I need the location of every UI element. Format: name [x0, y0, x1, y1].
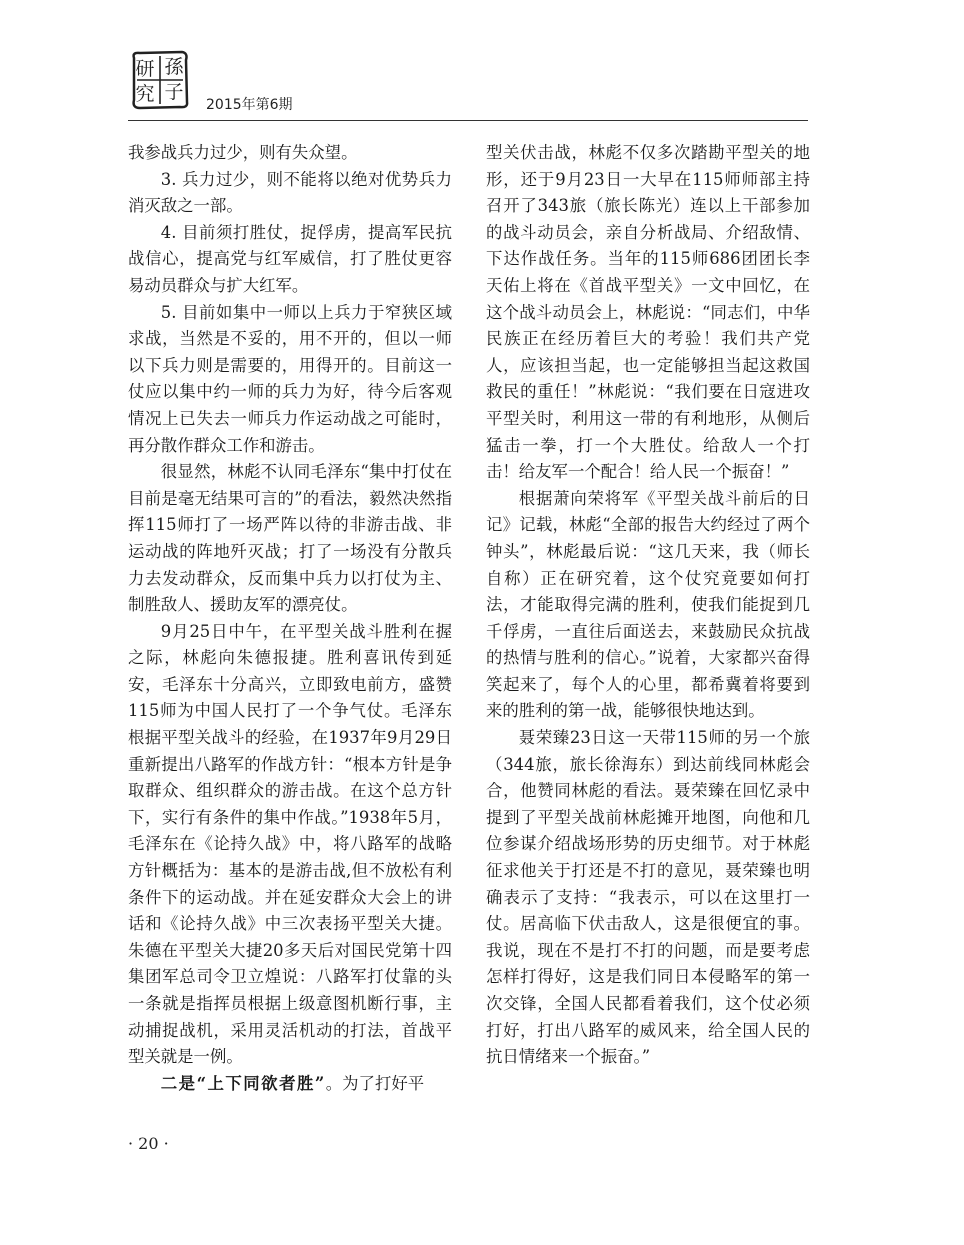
issue-label: 2015年第6期	[206, 97, 293, 113]
journal-logo-mark	[128, 48, 192, 112]
right-paragraph-0: 型关伏击战，林彪不仅多次踏勘平型关的地形，还于9月23日一大早在115师师部主持召开了343旅（旅长陈光）连以上干部参加的战斗动员会，亲自分析战局、介绍敌情、下达作战任务。当年的115师686团团长李天佑上将在《首战平型关》一文中回忆，在这个战斗动员会上，林彪说：“同志们，中华民族正在经历着巨大的考验！我们共产党人，应该担当起，也一定能够担当起这救国救民的重任！”林彪说：“我们要在日寇进攻平型关时，利用这一带的有利地形，从侧后猛击一拳，打一个大胜仗。给敌人一个打击！给友军一个配合！给人民一个振奋！”	[486, 143, 810, 482]
page-number: · 20 ·	[128, 1134, 169, 1153]
left-paragraph-6	[128, 1071, 452, 1098]
right-paragraph-1: 根据萧向荣将军《平型关战斗前后的日记》记载，林彪“全部的报告大约经过了两个钟头”，林彪最后说：“这几天来，我（师长自称）正在研究着，这个仗究竟要如何打法，才能取得完满的胜利，使我们能捉到几千俘虏，一直往后面送去，来鼓励民众抗战的热情与胜利的信心。”说着，大家都兴奋得笑起来了，每个人的心里，都希冀着将要到来的胜利的第一战，能够很快地达到。	[486, 488, 810, 721]
right-paragraph-2: 聂荣臻23日这一天带115师的另一个旅（344旅，旅长徐海东）到达前线同林彪会合，他赞同林彪的看法。聂荣臻在回忆录中提到了平型关战前林彪摊开地图，向他和几位参谋介绍战场形势的历史细节。对于林彪征求他关于打还是不打的意见，聂荣臻也明确表示了支持：“我表示，可以在这里打一仗。居高临下伏击敌人，这是很便宜的事。我说，现在不是打不打的问题，而是要考虑怎样打得好，这是我们同日本侵略军的第一次交锋，全国人民都看着我们，这个仗必须打好，打出八路军的威风来，给全国人民的抗日情绪来一个振奋。”	[486, 728, 810, 1067]
left-column	[128, 140, 452, 1097]
header-rule	[128, 120, 808, 121]
svg-text:研: 研	[135, 58, 155, 80]
left-paragraph-3: 5. 目前如集中一师以上兵力于窄狭区域求战，当然是不妥的，用不开的，但以一师以下兵力则是需要的，用得开的。目前这一仗应以集中约一师的兵力为好，待今后客观情况上已失去一师兵力作运动战之可能时，再分散作群众工作和游击。	[128, 302, 452, 455]
right-column	[486, 140, 810, 1071]
journal-logo	[128, 48, 192, 112]
section-lead-rest: 。为了打好平	[325, 1073, 425, 1093]
section-lead: 二是“上下同欲者胜”	[160, 1073, 326, 1093]
left-paragraph-0: 我参战兵力过少，则有失众望。	[128, 143, 358, 162]
svg-text:究: 究	[135, 83, 155, 105]
svg-text:子: 子	[164, 81, 184, 103]
left-paragraph-4: 很显然，林彪不认同毛泽东“集中打仗在目前是毫无结果可言的”的看法，毅然决然指挥115师打了一场严阵以待的非游击战、非运动战的阵地歼灭战；打了一场没有分散兵力去发动群众，反而集中兵力以打仗为主、制胜敌人、援助友军的漂亮仗。	[128, 462, 452, 615]
svg-text:孫: 孫	[164, 56, 184, 78]
left-paragraph-5: 9月25日中午，在平型关战斗胜利在握之际，林彪向朱德报捷。胜利喜讯传到延安，毛泽东十分高兴，立即致电前方，盛赞115师为中国人民打了一个争气仗。毛泽东根据平型关战斗的经验，在1937年9月29日重新提出八路军的作战方针：“根本方针是争取群众、组织群众的游击战。在这个总方针下，实行有条件的集中作战。”1938年5月，毛泽东在《论持久战》中，将八路军的战略方针概括为：基本的是游击战,但不放松有利条件下的运动战。并在延安群众大会上的讲话和《论持久战》中三次表扬平型关大捷。朱德在平型关大捷20多天后对国民党第十四集团军总司令卫立煌说：八路军打仗靠的头一条就是指挥员根据上级意图机断行事，主动捕捉战机，采用灵活机动的打法，首战平型关就是一例。	[128, 621, 452, 1067]
left-paragraph-2: 4. 目前须打胜仗，捉俘虏，提高军民抗战信心，提高党与红军威信，打了胜仗更容易动员群众与扩大红军。	[128, 222, 452, 295]
left-paragraph-1: 3. 兵力过少，则不能将以绝对优势兵力消灭敌之一部。	[128, 169, 452, 216]
